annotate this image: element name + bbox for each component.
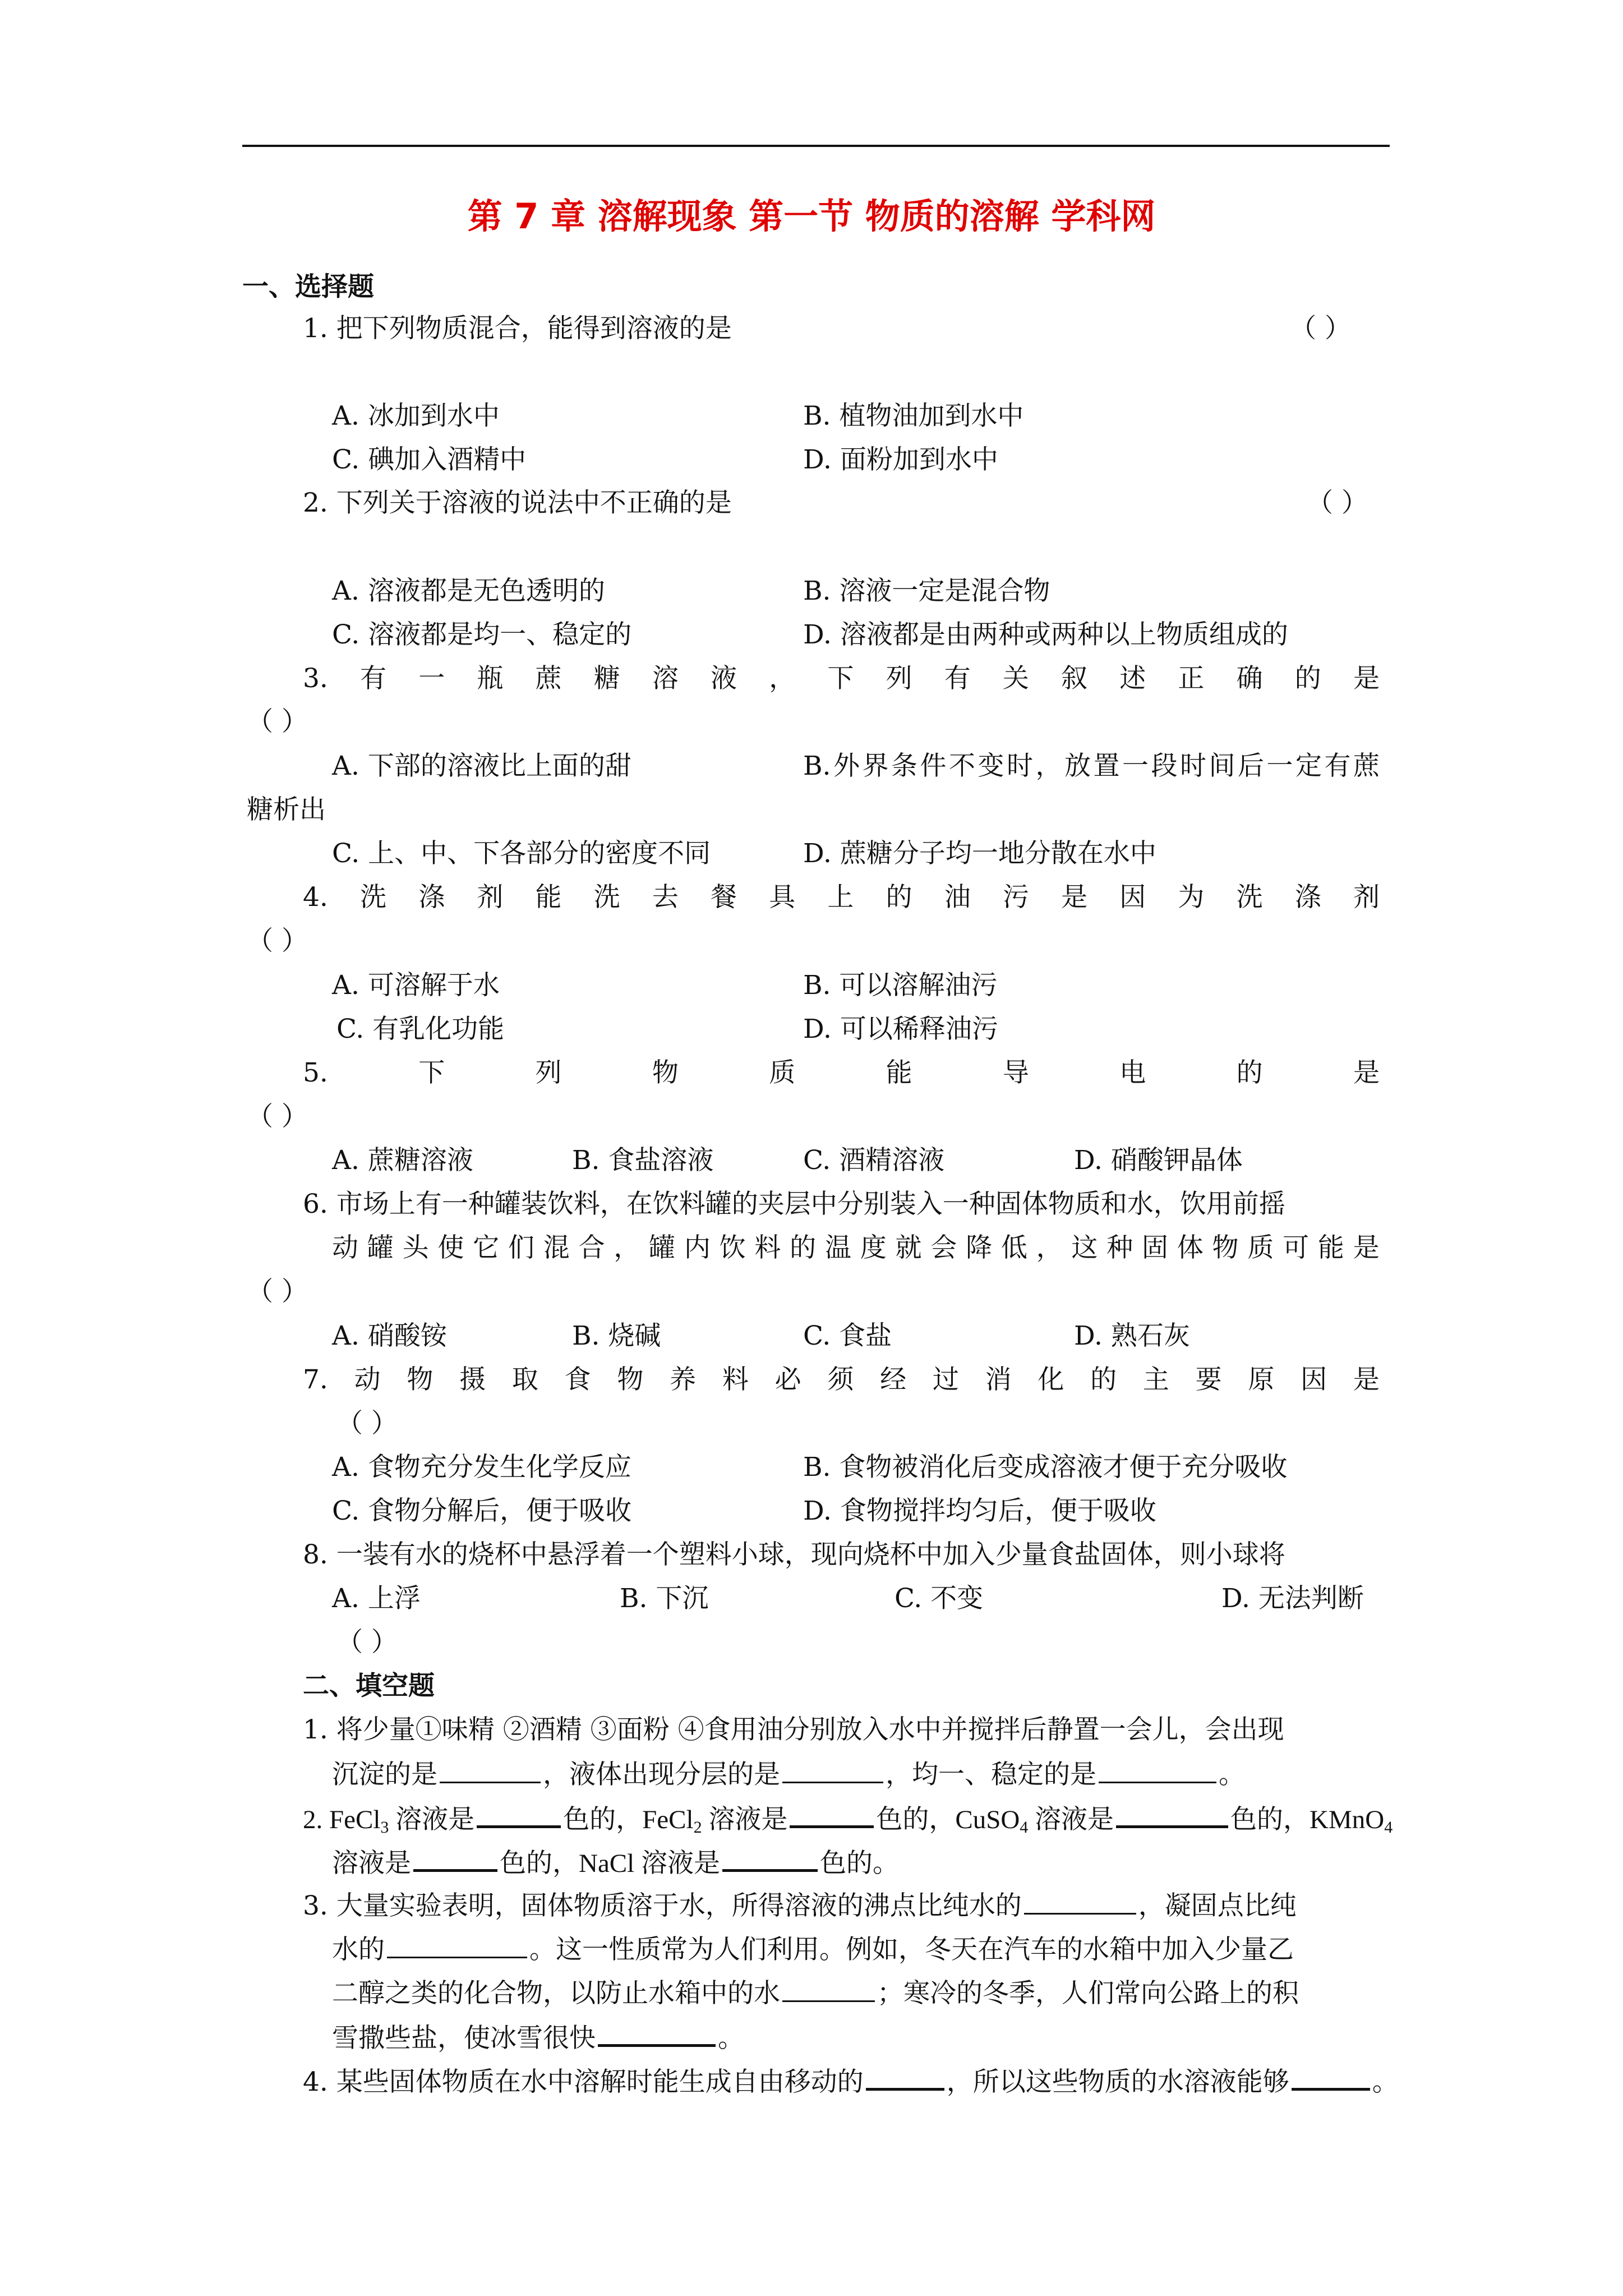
q4-option-b: B. 可以溶解油污 <box>803 970 998 1001</box>
q6-option-b: B. 烧碱 <box>572 1320 661 1351</box>
f4-blank-conduct[interactable] <box>1292 2063 1370 2091</box>
q7-option-d: D. 食物搅拌均匀后，便于吸收 <box>803 1496 1156 1526</box>
f4-blank-ions[interactable] <box>866 2063 944 2091</box>
q5-option-b: B. 食盐溶液 <box>572 1145 714 1176</box>
f3-line4: 雪撒些盐，使冰雪很快 。 <box>332 2019 744 2053</box>
q2-answer-paren: （ ） <box>1307 487 1368 518</box>
q6-answer-paren: （ ） <box>247 1276 308 1307</box>
f2-blank-nacl-color[interactable] <box>722 1844 818 1872</box>
f2-blank-cuso4-color[interactable] <box>1116 1801 1228 1828</box>
q6-option-d: D. 熟石灰 <box>1074 1320 1190 1351</box>
f2-line2: 溶液是 色的，NaCl 溶液是 色的。 <box>332 1844 899 1878</box>
q8-option-b: B. 下沉 <box>620 1583 709 1614</box>
f3-blank-snow-melt[interactable] <box>598 2019 716 2047</box>
q3-answer-paren: （ ） <box>247 706 308 737</box>
f1-blank-stable[interactable] <box>1099 1757 1216 1783</box>
q8-option-d: D. 无法判断 <box>1221 1583 1364 1614</box>
q3-option-d: D. 蔗糖分子均一地分散在水中 <box>803 838 1156 869</box>
q6-stem-line1: 6. 市场上有一种罐装饮料，在饮料罐的夹层中分别装入一种固体物质和水，饮用前摇 <box>303 1189 1285 1220</box>
q1-option-a: A. 冰加到水中 <box>332 401 500 431</box>
q1-option-c: C. 碘加入酒精中 <box>332 444 527 475</box>
q8-answer-paren: （ ） <box>336 1627 398 1658</box>
f2-blank-kmno4-color[interactable] <box>413 1844 497 1872</box>
f1-line2: 沉淀的是 ，液体出现分层的是 ，均一、稳定的是 。 <box>332 1757 1245 1791</box>
q2-option-c: C. 溶液都是均一、稳定的 <box>332 619 632 650</box>
f2-line1: 2. FeCl$_3$ 溶液是 色的，FeCl$_2$ 溶液是 色的，CuSO$_4$ 溶液是 色的，KMnO$_4$ <box>303 1801 1393 1834</box>
q3-option-a: A. 下部的溶液比上面的甜 <box>332 751 631 781</box>
q5-answer-paren: （ ） <box>247 1101 308 1132</box>
header-rule <box>242 145 1390 147</box>
page-title: 第 7 章 溶解现象 第一节 物质的溶解 学科网 <box>467 196 1156 237</box>
q5-option-a: A. 蔗糖溶液 <box>332 1145 473 1176</box>
q7-option-c: C. 食物分解后，便于吸收 <box>332 1496 632 1526</box>
f3-blank-tank-water[interactable] <box>782 1976 875 2002</box>
q2-stem: 2. 下列关于溶液的说法中不正确的是 <box>303 487 732 518</box>
section-heading-fill: 二、填空题 <box>303 1671 435 1701</box>
q3-stem: 3. 有 一 瓶 蔗 糖 溶 液 ， 下 列 有 关 叙 述 正 确 的 是 <box>303 663 1380 694</box>
q3-option-b: B. 外 界 条 件 不 变 时 ， 放 置 一 段 时 间 后 一 定 有 蔗 <box>803 751 1380 781</box>
f3-line3: 二醇之类的化合物，以防止水箱中的水 ；寒冷的冬季，人们常向公路上的积 <box>332 1976 1299 2009</box>
f1-blank-layered[interactable] <box>782 1757 883 1783</box>
q2-option-b: B. 溶液一定是混合物 <box>803 576 1050 606</box>
q4-answer-paren: （ ） <box>247 926 308 956</box>
q4-stem: 4. 洗 涤 剂 能 洗 去 餐 具 上 的 油 污 是 因 为 洗 涤 剂 <box>303 882 1380 913</box>
q7-option-b: B. 食物被消化后变成溶液才便于充分吸收 <box>803 1452 1288 1483</box>
q1-answer-paren: （ ） <box>1290 313 1351 344</box>
q5-option-c: C. 酒精溶液 <box>803 1145 945 1176</box>
f3-line1: 3. 大量实验表明，固体物质溶于水，所得溶液的沸点比纯水的 ，凝固点比纯 <box>303 1888 1297 1922</box>
f3-blank-freezing-point[interactable] <box>387 1932 527 1958</box>
q7-stem: 7. 动 物 摄 取 食 物 养 料 必 须 经 过 消 化 的 主 要 原 因 是 <box>303 1364 1380 1395</box>
f3-line2: 水的 。这一性质常为人们利用。例如，冬天在汽车的水箱中加入少量乙 <box>332 1932 1294 1966</box>
q6-option-c: C. 食盐 <box>803 1320 892 1351</box>
f1-line1: 1. 将少量①味精 ②酒精 ③面粉 ④食用油分别放入水中并搅拌后静置一会儿，会出现 <box>303 1714 1284 1745</box>
q2-option-a: A. 溶液都是无色透明的 <box>332 576 605 606</box>
f2-blank-fecl3-color[interactable] <box>477 1801 561 1828</box>
q6-stem-line2: 动 罐 头 使 它 们 混 合 ， 罐 内 饮 料 的 温 度 就 会 降 低 ， 这 种 固 体 物 质 可 能 是 <box>332 1232 1380 1263</box>
section-heading-choice: 一、选择题 <box>242 272 374 302</box>
q5-stem: 5. 下 列 物 质 能 导 电 的 是 <box>303 1057 1380 1088</box>
q3-option-b-continued: 糖析出 <box>247 794 326 825</box>
q6-option-a: A. 硝酸铵 <box>332 1320 447 1351</box>
q1-stem: 1. 把下列物质混合，能得到溶液的是 <box>303 313 732 344</box>
f1-blank-sediment[interactable] <box>440 1757 541 1783</box>
f4-line: 4. 某些固体物质在水中溶解时能生成自由移动的 ，所以这些物质的水溶液能够 。 <box>303 2063 1399 2097</box>
f3-blank-boiling-point[interactable] <box>1024 1888 1136 1915</box>
q5-option-d: D. 硝酸钾晶体 <box>1074 1145 1243 1176</box>
f2-blank-fecl2-color[interactable] <box>790 1801 874 1828</box>
q1-option-b: B. 植物油加到水中 <box>803 401 1024 431</box>
q7-option-a: A. 食物充分发生化学反应 <box>332 1452 631 1483</box>
q8-option-a: A. 上浮 <box>332 1583 421 1614</box>
q2-option-d: D. 溶液都是由两种或两种以上物质组成的 <box>803 619 1288 650</box>
q7-answer-paren: （ ） <box>336 1408 398 1439</box>
q4-option-d: D. 可以稀释油污 <box>803 1014 998 1045</box>
q4-option-a: A. 可溶解于水 <box>332 970 500 1001</box>
q8-option-c: C. 不变 <box>895 1583 984 1614</box>
q4-option-c: C. 有乳化功能 <box>336 1014 505 1045</box>
q8-stem: 8. 一装有水的烧杯中悬浮着一个塑料小球，现向烧杯中加入少量食盐固体，则小球将 <box>303 1539 1285 1570</box>
q3-option-c: C. 上、中、下各部分的密度不同 <box>332 838 711 869</box>
q1-option-d: D. 面粉加到水中 <box>803 444 998 475</box>
